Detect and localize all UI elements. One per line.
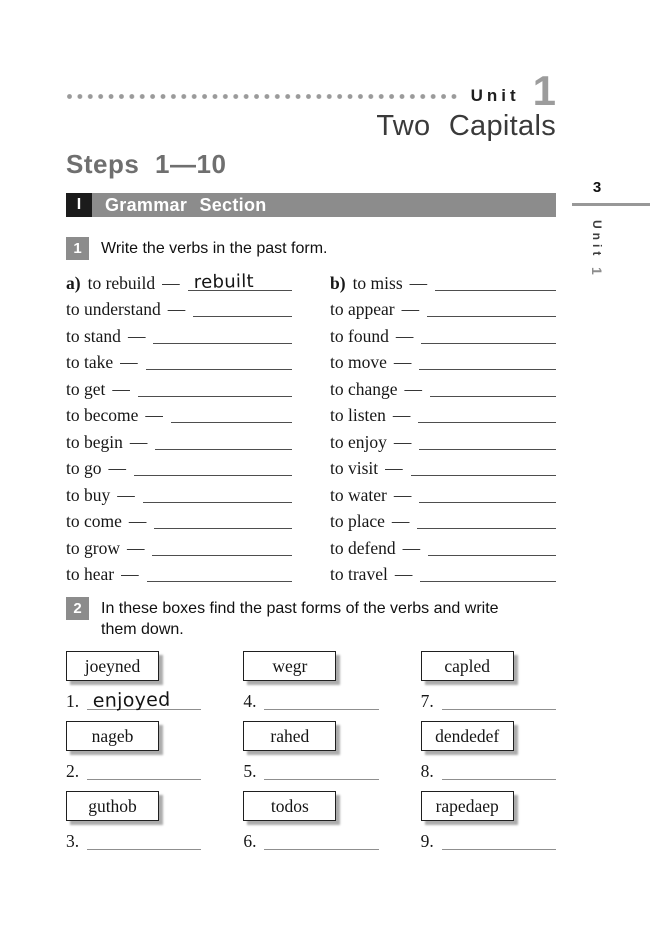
verb-row: [330, 426, 556, 453]
dash: —: [120, 352, 138, 372]
word-cell: [243, 791, 378, 852]
dash: —: [112, 378, 130, 399]
dotted-leader: [66, 93, 459, 100]
word-grid: [66, 651, 556, 852]
verb-text: to travel: [330, 564, 388, 584]
word-box: dendedef: [421, 721, 514, 751]
verb-text: to come: [66, 511, 122, 531]
dash: —: [108, 458, 126, 478]
verb-text: to go: [66, 458, 102, 478]
dash: —: [121, 564, 139, 584]
answer-blank[interactable]: [147, 558, 292, 582]
answer-row: [243, 830, 378, 852]
dash: —: [385, 458, 403, 478]
verb-text: to take: [66, 352, 114, 372]
dash: —: [127, 325, 146, 346]
answer-number: 8.: [420, 761, 434, 781]
answer-blank[interactable]: [134, 452, 292, 476]
answer-row: [66, 690, 201, 712]
word-cell: [66, 791, 201, 852]
verb-text: to hear: [66, 564, 115, 584]
verb-row: [330, 506, 556, 533]
verb-row: [66, 479, 292, 506]
page-number-wrap: [572, 178, 622, 198]
column-b-label: b): [330, 272, 346, 293]
verb-text: to enjoy: [330, 431, 387, 452]
dash: —: [394, 564, 413, 584]
verb-text: to begin: [66, 431, 123, 452]
verb-row: [330, 532, 556, 559]
verb-text: to visit: [330, 458, 379, 478]
unit-number: 1: [532, 67, 556, 114]
verb-text: to found: [330, 325, 389, 346]
answer-blank[interactable]: [87, 830, 201, 850]
word-box: capled: [421, 651, 514, 681]
answer-blank[interactable]: [428, 532, 556, 556]
verb-row: [66, 320, 292, 347]
verb-row: [66, 347, 292, 374]
column-a-label: a): [66, 272, 81, 293]
dash: —: [167, 299, 186, 319]
answer-blank[interactable]: [143, 479, 292, 503]
exercise1-instruction: Write the verbs in the past form.: [101, 240, 328, 257]
dash: —: [401, 299, 420, 319]
word-box: joeyned: [66, 651, 159, 681]
answer-blank[interactable]: [419, 346, 556, 370]
dash: —: [404, 378, 423, 399]
verb-row: [330, 267, 556, 294]
answer-number: 1.: [66, 691, 80, 711]
verb-text: to become: [66, 405, 139, 425]
verb-row: [330, 453, 556, 480]
answer-blank[interactable]: [411, 452, 556, 476]
verb-row: [66, 400, 292, 427]
unit-label: Unit: [470, 86, 520, 105]
dash: —: [393, 352, 412, 372]
word-cell: [66, 721, 201, 782]
verb-text: to miss: [352, 272, 403, 293]
answer-blank[interactable]: [264, 830, 378, 850]
word-cell: [66, 651, 201, 712]
page-content: [66, 0, 556, 852]
word-cell: [421, 651, 556, 712]
verb-row: [330, 373, 556, 400]
answer-blank[interactable]: [418, 399, 556, 423]
dash: —: [393, 431, 412, 452]
verb-text: to stand: [66, 325, 121, 346]
exercise2-instruction-line1: In these boxes find the past forms of the verbs and write: [101, 600, 499, 617]
answer-blank[interactable]: [87, 760, 201, 780]
answer-blank[interactable]: [417, 505, 556, 529]
exercise1-header: [66, 237, 556, 260]
dash: —: [391, 511, 410, 531]
verb-text: to move: [330, 352, 387, 372]
answer-number: 6.: [243, 831, 257, 851]
dash: —: [409, 272, 428, 293]
exercise2-instruction: [101, 597, 499, 640]
dash: —: [145, 405, 163, 425]
exercise2-header: [66, 597, 556, 640]
answer-blank[interactable]: [193, 293, 292, 317]
verb-row: [66, 426, 292, 453]
word-box: wegr: [243, 651, 336, 681]
vertical-unit-label: Unit: [590, 220, 604, 260]
answer-blank[interactable]: [155, 426, 292, 450]
verb-text: to buy: [66, 484, 111, 505]
verb-row: [66, 294, 292, 321]
vertical-unit-tab: [572, 220, 622, 275]
word-box: nageb: [66, 721, 159, 751]
page-number: 3: [592, 179, 602, 196]
answer-row: [421, 830, 556, 852]
section-bar: [66, 193, 556, 217]
verb-row: [330, 320, 556, 347]
answer-blank[interactable]: [442, 830, 556, 850]
verb-row: [66, 559, 292, 586]
answer-blank[interactable]: [419, 479, 556, 503]
verb-grid: [66, 267, 556, 585]
answer-row: [421, 760, 556, 782]
answer-blank[interactable]: [435, 267, 556, 291]
answer-number: 4.: [243, 691, 257, 711]
verb-row: [330, 559, 556, 586]
verb-row: [66, 532, 292, 559]
answer-blank[interactable]: [188, 267, 292, 291]
answer-row: [243, 760, 378, 782]
exercise2-instruction-line2: them down.: [101, 621, 184, 638]
verb-row: [66, 506, 292, 533]
answer-number: 9.: [420, 831, 434, 851]
verb-text: to defend: [330, 537, 396, 558]
answer-blank[interactable]: [264, 690, 378, 710]
word-box: rapedaep: [421, 791, 514, 821]
dash: —: [126, 537, 145, 558]
answer-blank[interactable]: [153, 320, 292, 344]
answer-blank[interactable]: [430, 373, 556, 397]
answer-number: 7.: [420, 691, 434, 711]
dash: —: [128, 511, 147, 531]
verb-text: to get: [66, 378, 106, 399]
word-cell: [421, 721, 556, 782]
answer-blank[interactable]: [420, 558, 556, 582]
unit-header: [66, 67, 556, 114]
verb-text: to water: [330, 484, 387, 505]
word-cell: [243, 721, 378, 782]
answer-number: 2.: [66, 761, 80, 781]
dash: —: [395, 325, 414, 346]
verb-text: to grow: [66, 537, 120, 558]
verb-column-b: [330, 267, 556, 585]
answer-blank[interactable]: [154, 505, 292, 529]
verb-text: to listen: [330, 405, 386, 425]
verb-row: [330, 347, 556, 374]
vertical-unit-number: 1: [589, 267, 605, 276]
answer-blank[interactable]: [152, 532, 292, 556]
dash: —: [392, 405, 411, 425]
dash: —: [402, 537, 421, 558]
verb-row: [330, 479, 556, 506]
answer-number: 3.: [66, 831, 80, 851]
dash: —: [162, 272, 180, 293]
answer-blank[interactable]: [264, 760, 378, 780]
answer-row: [421, 690, 556, 712]
verb-text: to place: [330, 511, 385, 531]
answer-row: [66, 760, 201, 782]
verb-text: to rebuild: [87, 272, 156, 293]
dash: —: [129, 431, 148, 452]
page-title: Two Capitals: [376, 110, 556, 142]
answer-blank[interactable]: [146, 346, 292, 370]
section-title: Grammar Section: [105, 194, 267, 215]
verb-row: [66, 373, 292, 400]
answer-blank[interactable]: [442, 760, 556, 780]
verb-row: [330, 400, 556, 427]
verb-text: to change: [330, 378, 398, 399]
verb-row: [330, 294, 556, 321]
word-cell: [421, 791, 556, 852]
answer-number: 5.: [243, 761, 257, 781]
dash: —: [117, 484, 135, 505]
handwritten-answer: rebuilt: [193, 270, 254, 293]
margin-rule: [572, 203, 650, 206]
answer-blank[interactable]: [421, 320, 556, 344]
word-cell: [243, 651, 378, 712]
answer-blank[interactable]: [442, 690, 556, 710]
answer-blank[interactable]: [427, 293, 556, 317]
word-box: rahed: [243, 721, 336, 751]
exercise1-number-badge: 1: [66, 237, 89, 260]
verb-column-a: [66, 267, 292, 585]
answer-row: [243, 690, 378, 712]
verb-text: to understand: [66, 299, 161, 319]
word-box: guthob: [66, 791, 159, 821]
answer-blank[interactable]: [87, 690, 201, 710]
answer-blank[interactable]: [171, 399, 292, 423]
verb-row: [66, 453, 292, 480]
exercise2-number-badge: 2: [66, 597, 89, 620]
margin-sidebar: [572, 178, 650, 275]
answer-blank[interactable]: [138, 373, 292, 397]
section-numeral-box: [66, 193, 92, 217]
verb-row: [66, 267, 292, 294]
handwritten-answer: enjoyed: [92, 688, 171, 712]
dash: —: [393, 484, 412, 505]
answer-blank[interactable]: [419, 426, 556, 450]
answer-row: [66, 830, 201, 852]
verb-text: to appear: [330, 299, 395, 319]
section-numeral: I: [76, 196, 82, 213]
word-box: todos: [243, 791, 336, 821]
steps-heading: Steps 1—10: [66, 149, 227, 179]
